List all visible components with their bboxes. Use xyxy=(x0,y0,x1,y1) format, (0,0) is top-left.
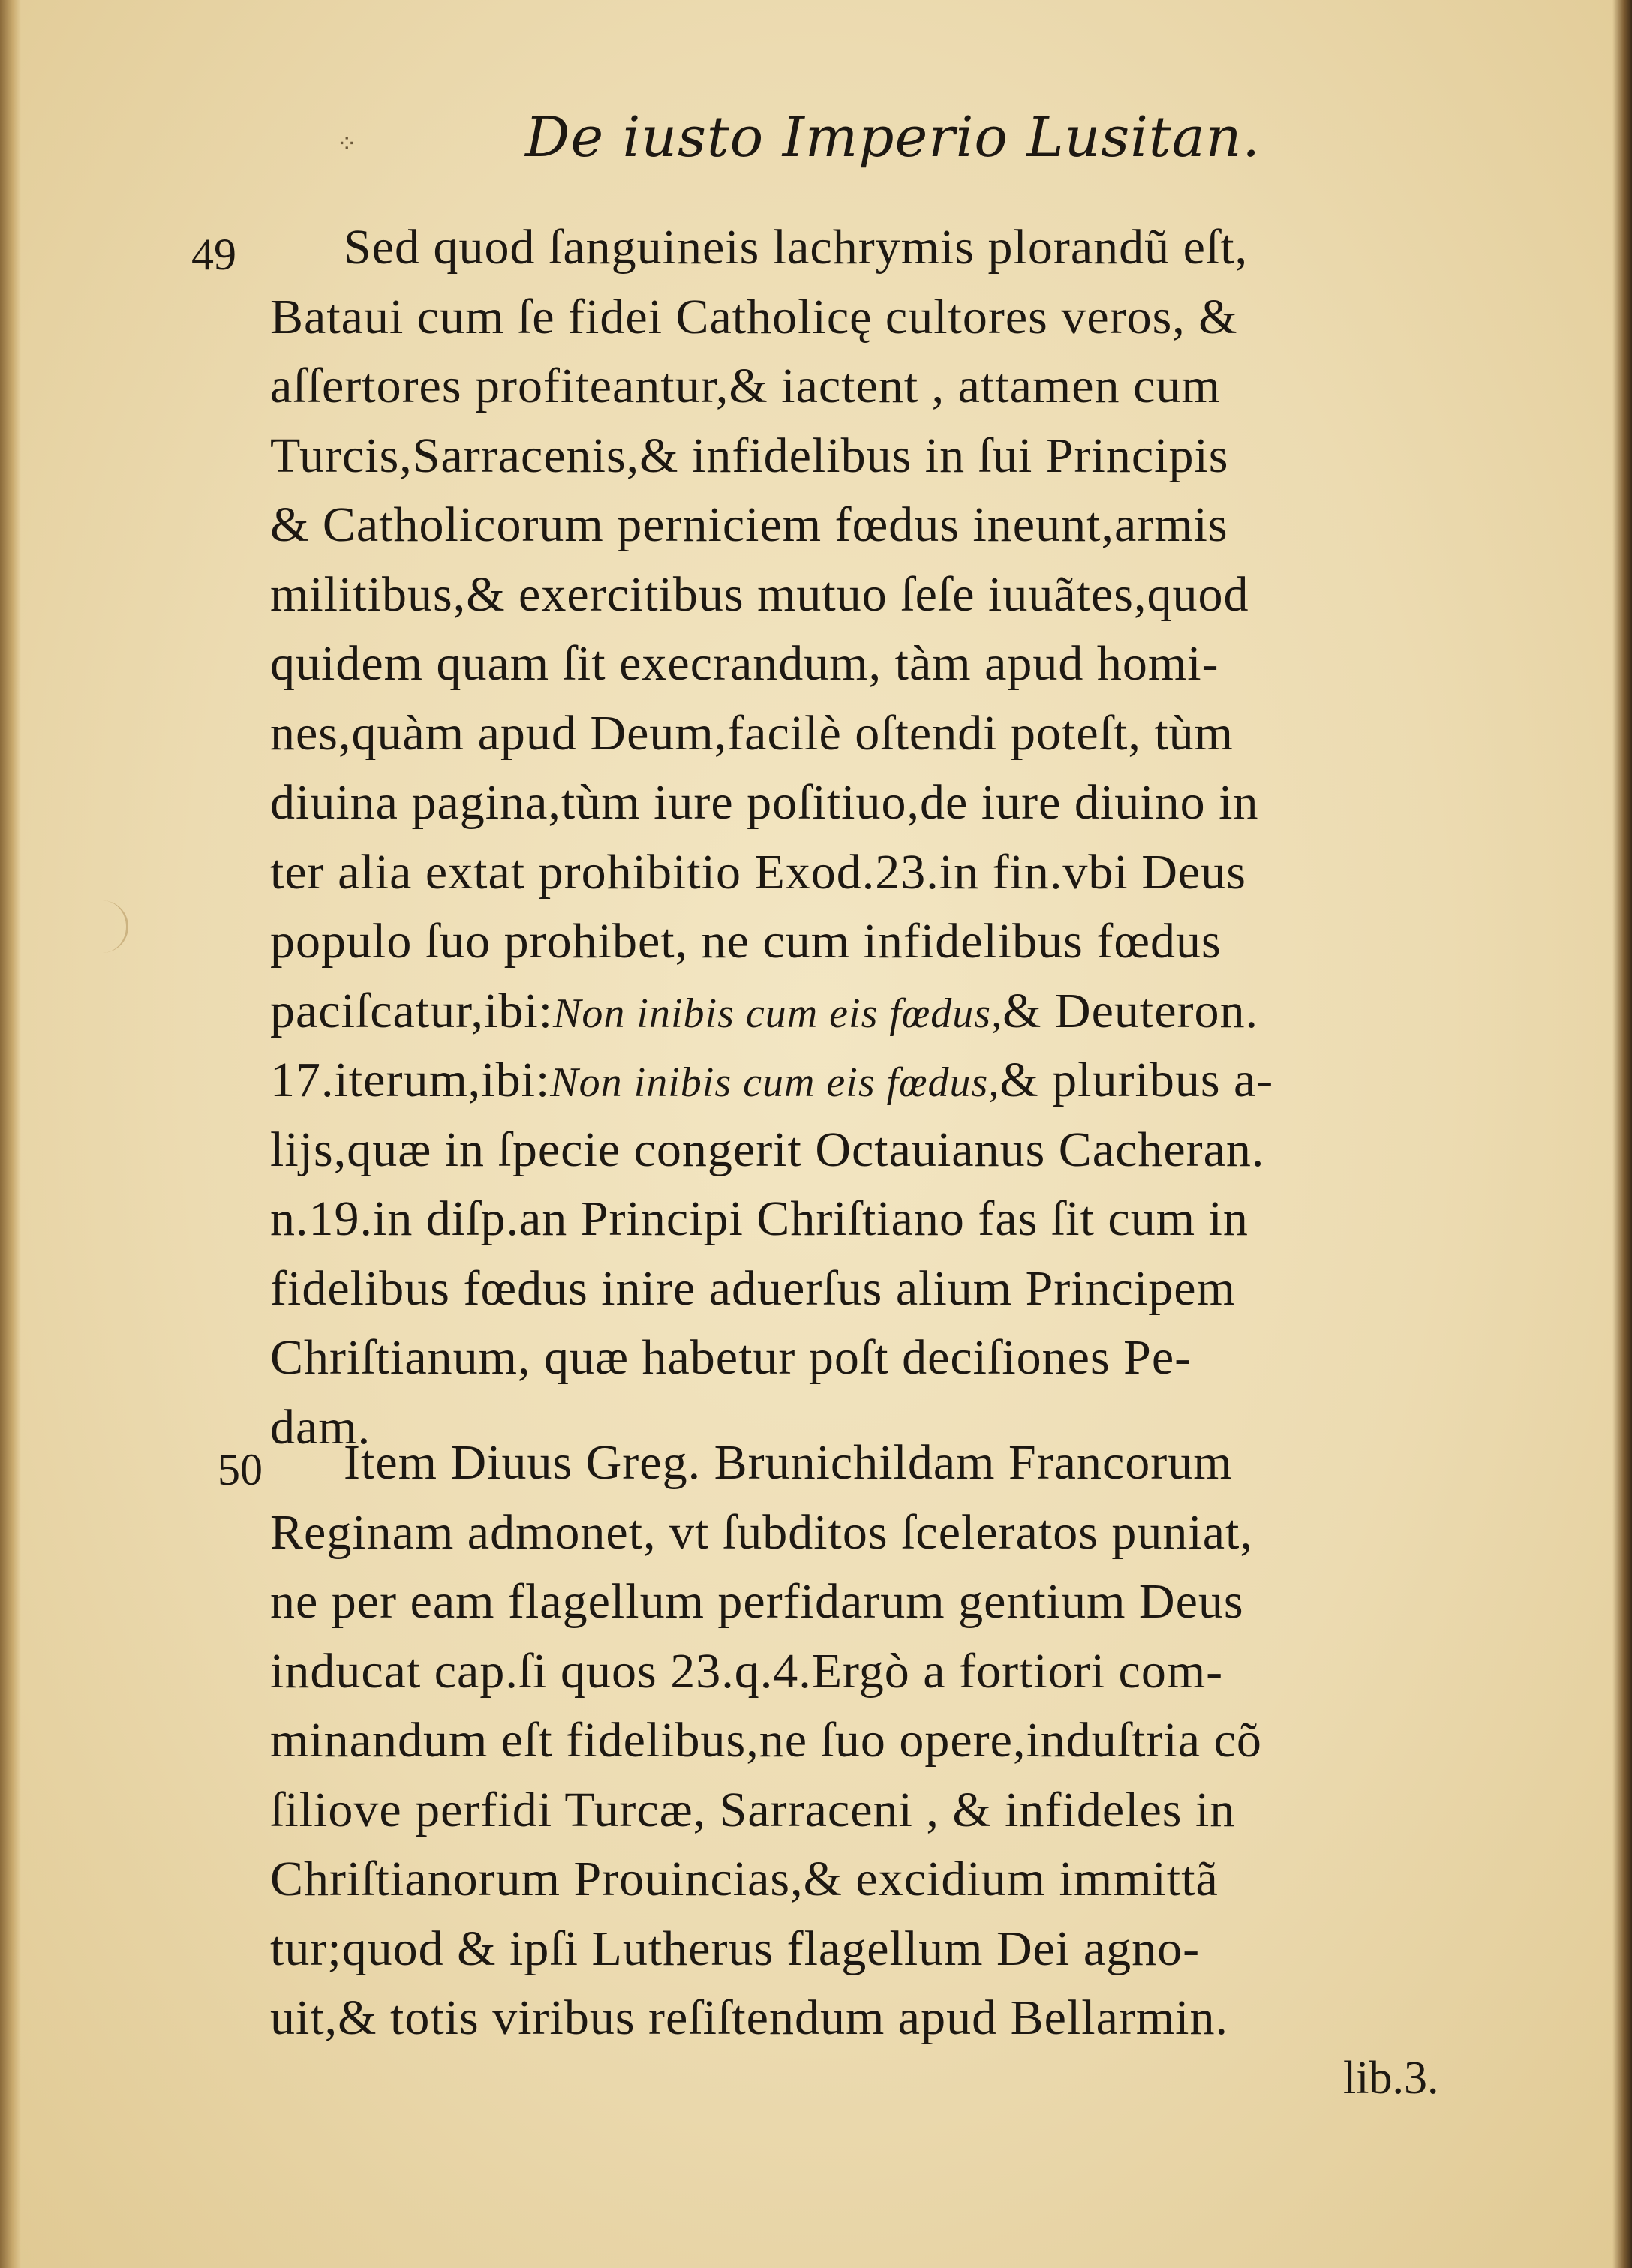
text-line xyxy=(270,630,1486,698)
text-line xyxy=(270,1984,1486,2052)
text-run: minandum eſt fidelibus,ne ſuo opere,induſtria cõ xyxy=(270,1713,1262,1768)
text-run: Chriſtianum, quæ habetur poſt deciſiones Pe- xyxy=(270,1330,1192,1385)
text-line xyxy=(270,561,1486,629)
italic-quotation: Non inibis cum eis fœdus, xyxy=(553,990,1003,1037)
text-line xyxy=(270,491,1486,559)
text-run: diuina pagina,tùm iure poſitiuo,de iure diuino in xyxy=(270,775,1259,830)
text-line xyxy=(270,839,1486,906)
italic-quotation: Non inibis cum eis fœdus, xyxy=(550,1059,1000,1106)
paragraph-number-50: 50 xyxy=(218,1445,263,1494)
text-line xyxy=(270,422,1486,490)
text-run: uit,& totis viribus reſiſtendum apud Bellarmin. xyxy=(270,1990,1229,2045)
text-line xyxy=(270,1638,1486,1705)
text-run: Chriſtianorum Prouincias,& excidium immittã xyxy=(270,1852,1219,1906)
text-line xyxy=(270,1255,1486,1323)
text-run: ne per eam flagellum perfidarum gentium Deus xyxy=(270,1574,1244,1629)
text-run: quidem quam ſit execrandum, tàm apud homi- xyxy=(270,636,1219,691)
text-line xyxy=(270,700,1486,768)
text-run: Item Diuus Greg. Brunichildam Francorum xyxy=(344,1435,1233,1490)
text-run: & Deuteron. xyxy=(1002,983,1258,1038)
text-run: Sed quod ſanguineis lachrymis plorandũ eſt, xyxy=(344,220,1249,275)
text-run: dam. xyxy=(270,1399,371,1455)
text-run: Bataui cum ſe fidei Catholicę cultores veros, & xyxy=(270,289,1238,344)
text-run: nes,quàm apud Deum,facilè oſtendi poteſt, tùm xyxy=(270,705,1234,761)
text-run: ſiliove perfidi Turcæ, Sarraceni , & infideles in xyxy=(270,1782,1236,1837)
text-line xyxy=(270,1185,1486,1253)
text-run: Turcis,Sarracenis,& infidelibus in ſui Principis xyxy=(270,428,1229,483)
page-gutter xyxy=(0,0,21,2268)
text-line xyxy=(270,284,1486,351)
text-run: & Catholicorum perniciem fœdus ineunt,armis xyxy=(270,497,1228,552)
text-line xyxy=(270,1116,1486,1184)
text-run: lijs,quæ in ſpecie congerit Octauianus Cacheran. xyxy=(270,1122,1265,1177)
text-line xyxy=(270,1499,1486,1567)
text-run: n.19.in diſp.an Principi Chriſtiano fas ſit cum in xyxy=(270,1191,1249,1246)
text-run: fidelibus fœdus inire aduerſus alium Principem xyxy=(270,1260,1236,1316)
paragraph-number-49: 49 xyxy=(191,230,236,279)
text-line xyxy=(270,1324,1486,1392)
text-line xyxy=(270,1568,1486,1636)
text-line xyxy=(270,1047,1486,1116)
text-run: & pluribus a- xyxy=(999,1053,1274,1107)
text-run: tur;quod & ipſi Lutherus flagellum Dei agno- xyxy=(270,1921,1201,1976)
text-line xyxy=(270,978,1486,1047)
text-line xyxy=(270,908,1486,975)
text-line xyxy=(270,769,1486,837)
text-line xyxy=(270,1777,1486,1844)
text-run: ter alia extat prohibitio Exod.23.in fin.vbi Deus xyxy=(270,844,1246,900)
text-run: 17.iterum,ibi: xyxy=(270,1053,551,1107)
text-run: populo ſuo prohibet, ne cum infidelibus fœdus xyxy=(270,914,1222,969)
stray-mark: ⁘ xyxy=(336,129,358,159)
running-head: De iusto Imperio Lusitan. xyxy=(525,105,1261,170)
text-line xyxy=(344,1429,1559,1497)
fold-mark xyxy=(96,900,128,953)
catchword: lib.3. xyxy=(1343,2053,1439,2104)
text-line xyxy=(270,1846,1486,1913)
text-run: inducat cap.ſi quos 23.q.4.Ergò a fortiori com- xyxy=(270,1643,1224,1699)
text-run: militibus,& exercitibus mutuo ſeſe iuuãtes,quod xyxy=(270,566,1249,622)
text-line xyxy=(270,1915,1486,1983)
text-line xyxy=(270,353,1486,420)
page-edge xyxy=(1612,0,1632,2268)
text-line xyxy=(270,1707,1486,1774)
text-run: aſſertores profiteantur,& iactent , attamen cum xyxy=(270,359,1221,413)
text-line xyxy=(344,214,1559,281)
text-run: paciſcatur,ibi: xyxy=(270,983,554,1038)
text-run: Reginam admonet, vt ſubditos ſceleratos puniat, xyxy=(270,1504,1253,1560)
